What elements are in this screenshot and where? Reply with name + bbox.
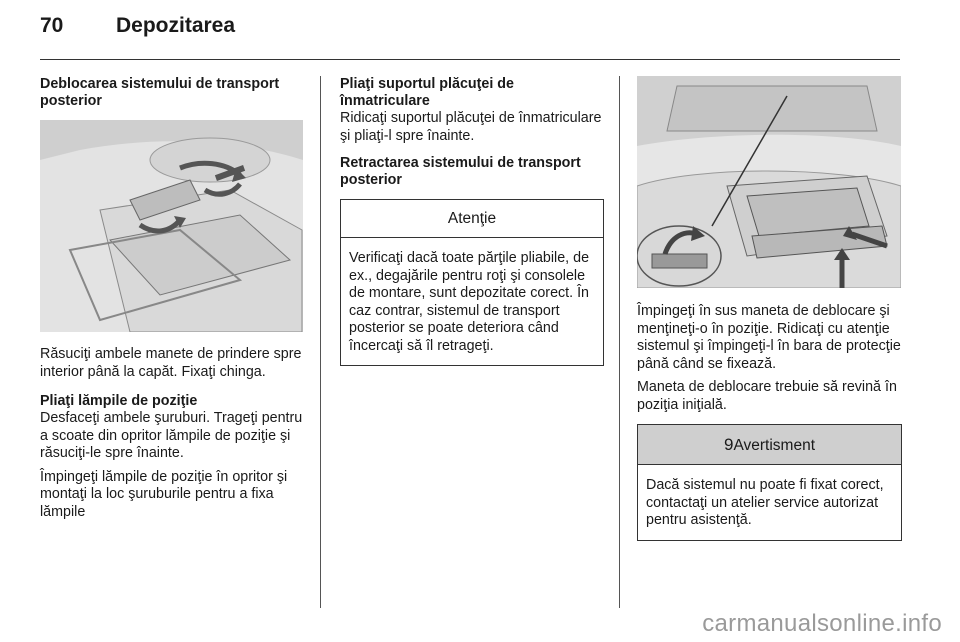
page-number: 70 [40, 14, 64, 37]
caution-title: Atenţie [341, 200, 603, 238]
section-heading: Deblocarea sistemului de transport posterior [40, 76, 280, 109]
header-rule [40, 59, 900, 60]
warning-text: Dacă sistemul nu poate fi fixat corect, contactaţi un atelier service autorizat pentru asistenţă. [646, 477, 884, 528]
page-title: Depozitarea [116, 14, 236, 37]
page-header [40, 14, 235, 50]
section-heading: Retractarea sistemului de transport posterior [340, 155, 581, 188]
column-left [40, 76, 304, 521]
paragraph: Răsuciţi ambele manete de prindere spre interior până la capăt. Fixaţi chinga. [40, 346, 302, 380]
paragraph: Ridicaţi suportul plăcuţei de înmatriculare şi pliaţi-l spre înainte. [340, 110, 602, 144]
warning-title: Avertisment [733, 437, 816, 454]
paragraph: Desfaceţi ambele şuruburi. Trageţi pentru a scoate din opritor lămpile de poziţie şi răsuciţi-le spre înainte. [40, 410, 303, 461]
watermark: carmanualsonline.info [702, 610, 942, 637]
column-middle [340, 76, 604, 366]
caution-text: Verificaţi dacă toate părţile pliabile, de ex., degajările pentru roţi şi consolele de montare, sunt depozitate corect. În caz contrar, sistemul de transport posterior se poate deteriora când încercaţi să îl retrageţi. [349, 250, 590, 354]
paragraph: Împingeţi lămpile de poziţie în opritor şi montaţi la loc şuruburile pentru a fixa lămpile [40, 468, 288, 520]
warning-triangle-icon: 9 [723, 435, 734, 454]
section-heading: Pliaţi lămpile de poziţie [40, 393, 198, 409]
warning-box [637, 424, 902, 541]
paragraph: Împingeţi în sus maneta de deblocare şi menţineţi-o în poziţie. Ridicaţi cu atenţie sistemul şi împingeţi-l în bara de protecţie până când se fixează. [637, 303, 901, 372]
paragraph: Maneta de deblocare trebuie să revină în poziţia iniţială. [637, 379, 897, 413]
warning-header [638, 425, 901, 465]
caution-box [340, 199, 604, 366]
column-divider [320, 76, 321, 608]
section-heading: Pliaţi suportul plăcuţei de înmatriculare [340, 76, 514, 109]
column-right [637, 76, 902, 541]
column-divider [619, 76, 620, 608]
illustration-hitch-unlock [40, 120, 303, 332]
illustration-hitch-retract [637, 76, 901, 288]
